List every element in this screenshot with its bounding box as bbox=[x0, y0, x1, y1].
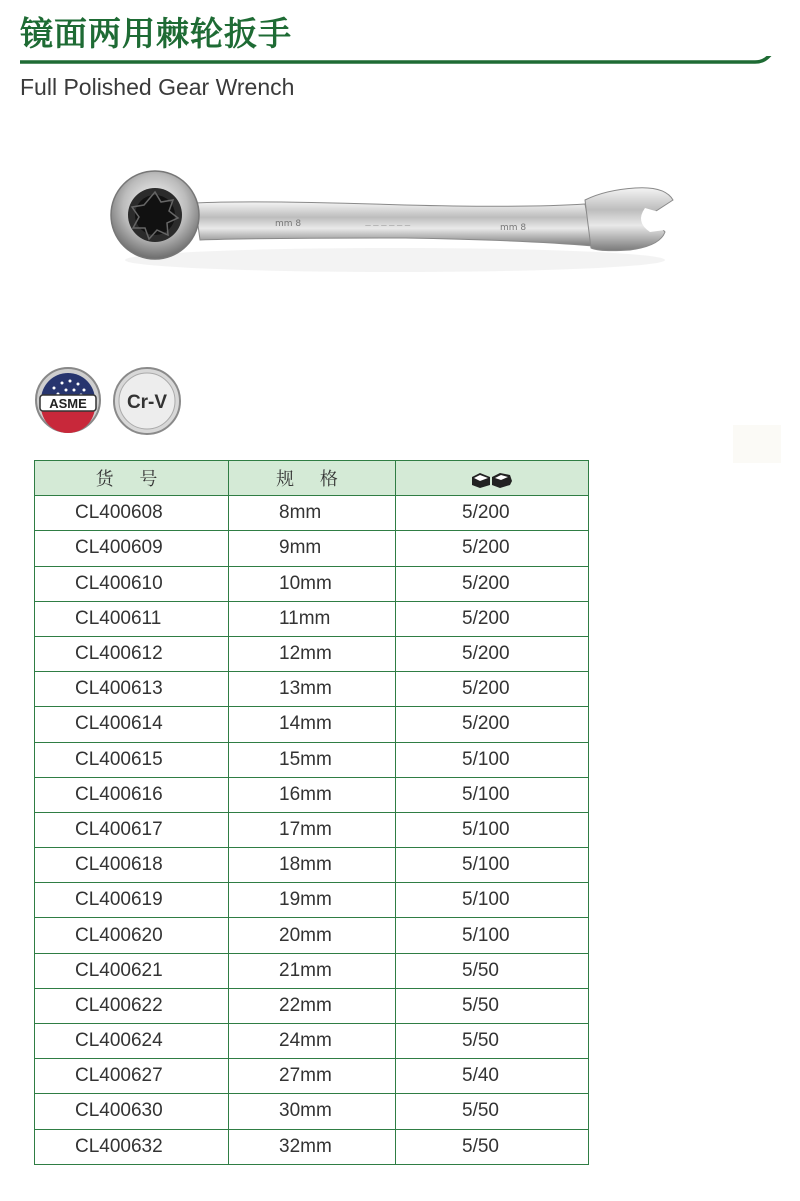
table-row bbox=[35, 812, 589, 847]
crv-label: Cr-V bbox=[126, 392, 168, 413]
table-row bbox=[35, 707, 589, 742]
cell-size: 10mm bbox=[229, 566, 396, 601]
table-row bbox=[35, 672, 589, 707]
cell-code: CL400620 bbox=[35, 918, 229, 953]
cell-code: CL400627 bbox=[35, 1059, 229, 1094]
cell-size: 14mm bbox=[229, 707, 396, 742]
table-row bbox=[35, 531, 589, 566]
cell-pack: 5/50 bbox=[396, 1129, 589, 1164]
cell-pack: 5/200 bbox=[396, 566, 589, 601]
header-size: 规 格 bbox=[229, 461, 396, 496]
cell-pack: 5/40 bbox=[396, 1059, 589, 1094]
spec-table bbox=[34, 460, 589, 1165]
cell-code: CL400624 bbox=[35, 1024, 229, 1059]
cell-size: 27mm bbox=[229, 1059, 396, 1094]
title-underline bbox=[20, 56, 780, 70]
table-row bbox=[35, 1094, 589, 1129]
cell-size: 18mm bbox=[229, 848, 396, 883]
cell-code: CL400612 bbox=[35, 636, 229, 671]
cell-pack: 5/100 bbox=[396, 777, 589, 812]
asme-badge bbox=[34, 366, 102, 434]
cell-pack: 5/50 bbox=[396, 1024, 589, 1059]
table-row bbox=[35, 1024, 589, 1059]
cell-size: 17mm bbox=[229, 812, 396, 847]
table-row bbox=[35, 1059, 589, 1094]
cell-code: CL400613 bbox=[35, 672, 229, 707]
table-row bbox=[35, 848, 589, 883]
cell-size: 30mm bbox=[229, 1094, 396, 1129]
cell-size: 21mm bbox=[229, 953, 396, 988]
cell-code: CL400615 bbox=[35, 742, 229, 777]
cell-size: 24mm bbox=[229, 1024, 396, 1059]
cell-size: 11mm bbox=[229, 601, 396, 636]
wrench-image bbox=[105, 170, 685, 290]
table-row bbox=[35, 918, 589, 953]
cell-size: 15mm bbox=[229, 742, 396, 777]
cell-pack: 5/200 bbox=[396, 601, 589, 636]
asme-label: ASME bbox=[49, 396, 87, 411]
page-title: 镜面两用棘轮扳手 bbox=[20, 14, 292, 53]
box-icon bbox=[468, 469, 516, 489]
cell-pack: 5/50 bbox=[396, 1094, 589, 1129]
cell-size: 12mm bbox=[229, 636, 396, 671]
cell-pack: 5/200 bbox=[396, 707, 589, 742]
table-row bbox=[35, 636, 589, 671]
cell-code: CL400616 bbox=[35, 777, 229, 812]
table-header-row bbox=[35, 461, 589, 496]
header-pack bbox=[396, 461, 589, 496]
svg-text:mm 8: mm 8 bbox=[500, 223, 527, 233]
cell-code: CL400609 bbox=[35, 531, 229, 566]
cell-code: CL400618 bbox=[35, 848, 229, 883]
cell-pack: 5/200 bbox=[396, 531, 589, 566]
svg-text:mm 8: mm 8 bbox=[275, 219, 302, 229]
table-row bbox=[35, 566, 589, 601]
cell-code: CL400619 bbox=[35, 883, 229, 918]
table-row bbox=[35, 777, 589, 812]
cell-size: 20mm bbox=[229, 918, 396, 953]
cell-pack: 5/100 bbox=[396, 883, 589, 918]
cell-pack: 5/100 bbox=[396, 812, 589, 847]
cell-code: CL400611 bbox=[35, 601, 229, 636]
cell-code: CL400632 bbox=[35, 1129, 229, 1164]
table-row bbox=[35, 742, 589, 777]
cell-pack: 5/100 bbox=[396, 918, 589, 953]
table-row bbox=[35, 601, 589, 636]
cell-code: CL400614 bbox=[35, 707, 229, 742]
cell-code: CL400608 bbox=[35, 496, 229, 531]
cell-code: CL400622 bbox=[35, 988, 229, 1023]
table-row bbox=[35, 883, 589, 918]
cell-size: 8mm bbox=[229, 496, 396, 531]
cell-size: 19mm bbox=[229, 883, 396, 918]
table-row bbox=[35, 953, 589, 988]
cell-pack: 5/200 bbox=[396, 636, 589, 671]
cell-size: 32mm bbox=[229, 1129, 396, 1164]
crv-badge bbox=[112, 366, 182, 436]
cell-pack: 5/100 bbox=[396, 742, 589, 777]
cell-pack: 5/50 bbox=[396, 988, 589, 1023]
table-row bbox=[35, 988, 589, 1023]
cell-size: 9mm bbox=[229, 531, 396, 566]
table-row bbox=[35, 496, 589, 531]
cell-code: CL400630 bbox=[35, 1094, 229, 1129]
cell-code: CL400617 bbox=[35, 812, 229, 847]
cell-size: 13mm bbox=[229, 672, 396, 707]
cell-pack: 5/100 bbox=[396, 848, 589, 883]
cell-size: 22mm bbox=[229, 988, 396, 1023]
cell-pack: 5/200 bbox=[396, 496, 589, 531]
cell-code: CL400621 bbox=[35, 953, 229, 988]
table-row bbox=[35, 1129, 589, 1164]
cell-size: 16mm bbox=[229, 777, 396, 812]
cell-code: CL400610 bbox=[35, 566, 229, 601]
faint-mark bbox=[733, 425, 781, 463]
header-code: 货 号 bbox=[35, 461, 229, 496]
svg-text:— — — — — —: — — — — — — bbox=[365, 222, 411, 229]
cell-pack: 5/200 bbox=[396, 672, 589, 707]
cell-pack: 5/50 bbox=[396, 953, 589, 988]
page-subtitle: Full Polished Gear Wrench bbox=[20, 74, 295, 100]
